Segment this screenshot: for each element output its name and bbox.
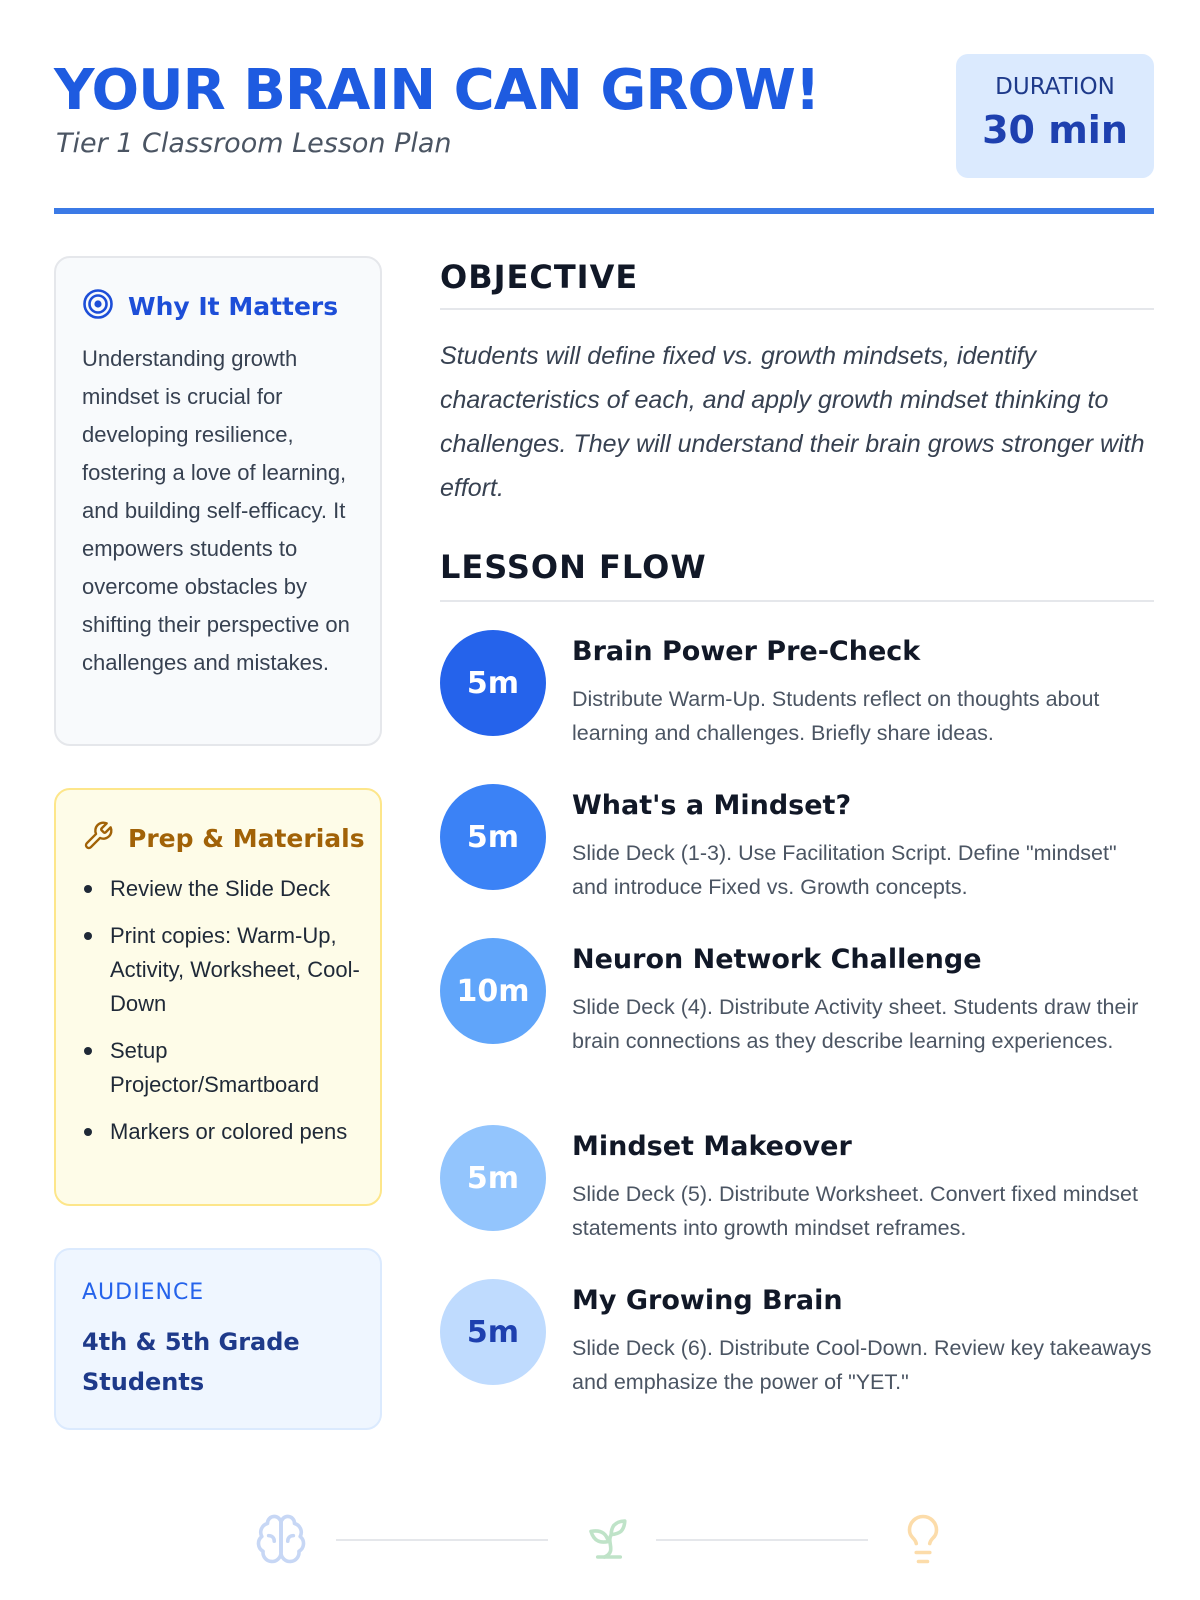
wrench-icon <box>82 820 114 857</box>
step-description: Slide Deck (1-3). Use Facilitation Script. Define "mindset" and introduce Fixed vs. Growth concepts. <box>572 841 1117 899</box>
audience-label: AUDIENCE <box>82 1280 205 1305</box>
bullet <box>84 1128 92 1136</box>
prep-materials-card <box>54 788 382 1206</box>
prep-title: Prep & Materials <box>128 824 365 853</box>
prep-item-text: Markers or colored pens <box>110 1119 348 1144</box>
objective-divider <box>440 308 1154 310</box>
step-time-badge: 5m <box>440 784 546 890</box>
step-description: Distribute Warm-Up. Students reflect on thoughts about learning and challenges. Briefly share ideas. <box>572 687 1100 745</box>
list-item <box>82 872 367 906</box>
lesson-flow-divider <box>440 600 1154 602</box>
header-divider <box>54 208 1154 214</box>
page-subtitle: Tier 1 Classroom Lesson Plan <box>56 128 452 159</box>
objective-heading: OBJECTIVE <box>440 258 639 296</box>
sprout-icon <box>582 1512 636 1566</box>
step-time-badge: 5m <box>440 1125 546 1231</box>
step-title: Brain Power Pre-Check <box>572 636 921 667</box>
prep-header <box>82 820 365 857</box>
step-time-badge: 5m <box>440 1279 546 1385</box>
audience-card <box>54 1248 382 1430</box>
list-item <box>82 1034 367 1102</box>
why-title: Why It Matters <box>128 292 339 321</box>
bullet <box>84 932 92 940</box>
prep-item-text: Print copies: Warm-Up, Activity, Worksheet, Cool-Down <box>110 923 360 1016</box>
step-description: Slide Deck (6). Distribute Cool-Down. Review key takeaways and emphasize the power of "YET." <box>572 1336 1152 1394</box>
why-it-matters-card <box>54 256 382 746</box>
list-item <box>82 1115 367 1149</box>
duration-value: 30 min <box>982 108 1128 152</box>
step-description: Slide Deck (4). Distribute Activity sheet. Students draw their brain connections as they describe learning experiences. <box>572 995 1139 1053</box>
bullet <box>84 1047 92 1055</box>
prep-item-text: Setup Projector/Smartboard <box>110 1038 320 1097</box>
page-title: YOUR BRAIN CAN GROW! <box>54 58 820 123</box>
step-title: Mindset Makeover <box>572 1131 852 1162</box>
footer-divider <box>336 1539 548 1541</box>
duration-label: DURATION <box>995 74 1115 100</box>
lesson-flow-heading: LESSON FLOW <box>440 548 707 586</box>
step-time-badge: 10m <box>440 938 546 1044</box>
step-title: My Growing Brain <box>572 1285 843 1316</box>
step-description: Slide Deck (5). Distribute Worksheet. Convert fixed mindset statements into growth mindset reframes. <box>572 1182 1138 1240</box>
header <box>54 52 1154 182</box>
why-header <box>82 288 338 325</box>
step-title: What's a Mindset? <box>572 790 852 821</box>
brain-icon <box>254 1512 308 1566</box>
step-time-badge: 5m <box>440 630 546 736</box>
bullet <box>84 885 92 893</box>
list-item <box>82 919 367 1021</box>
footer-divider <box>656 1539 868 1541</box>
step-title: Neuron Network Challenge <box>572 944 982 975</box>
why-body: Understanding growth mindset is crucial for developing resilience, fostering a love of learning, and building self-efficacy. It empowers students to overcome obstacles by shifting their perspective on challenges and mistakes. <box>82 346 350 675</box>
prep-list <box>82 872 367 1162</box>
lightbulb-icon <box>896 1512 950 1566</box>
target-icon <box>82 288 114 325</box>
objective-text: Students will define fixed vs. growth mindsets, identify characteristics of each, and apply growth mindset thinking to challenges. They will understand their brain grows stronger with effort. <box>440 342 1145 502</box>
duration-badge <box>956 54 1154 178</box>
audience-value: 4th & 5th Grade Students <box>82 1328 300 1396</box>
prep-item-text: Review the Slide Deck <box>110 876 331 901</box>
